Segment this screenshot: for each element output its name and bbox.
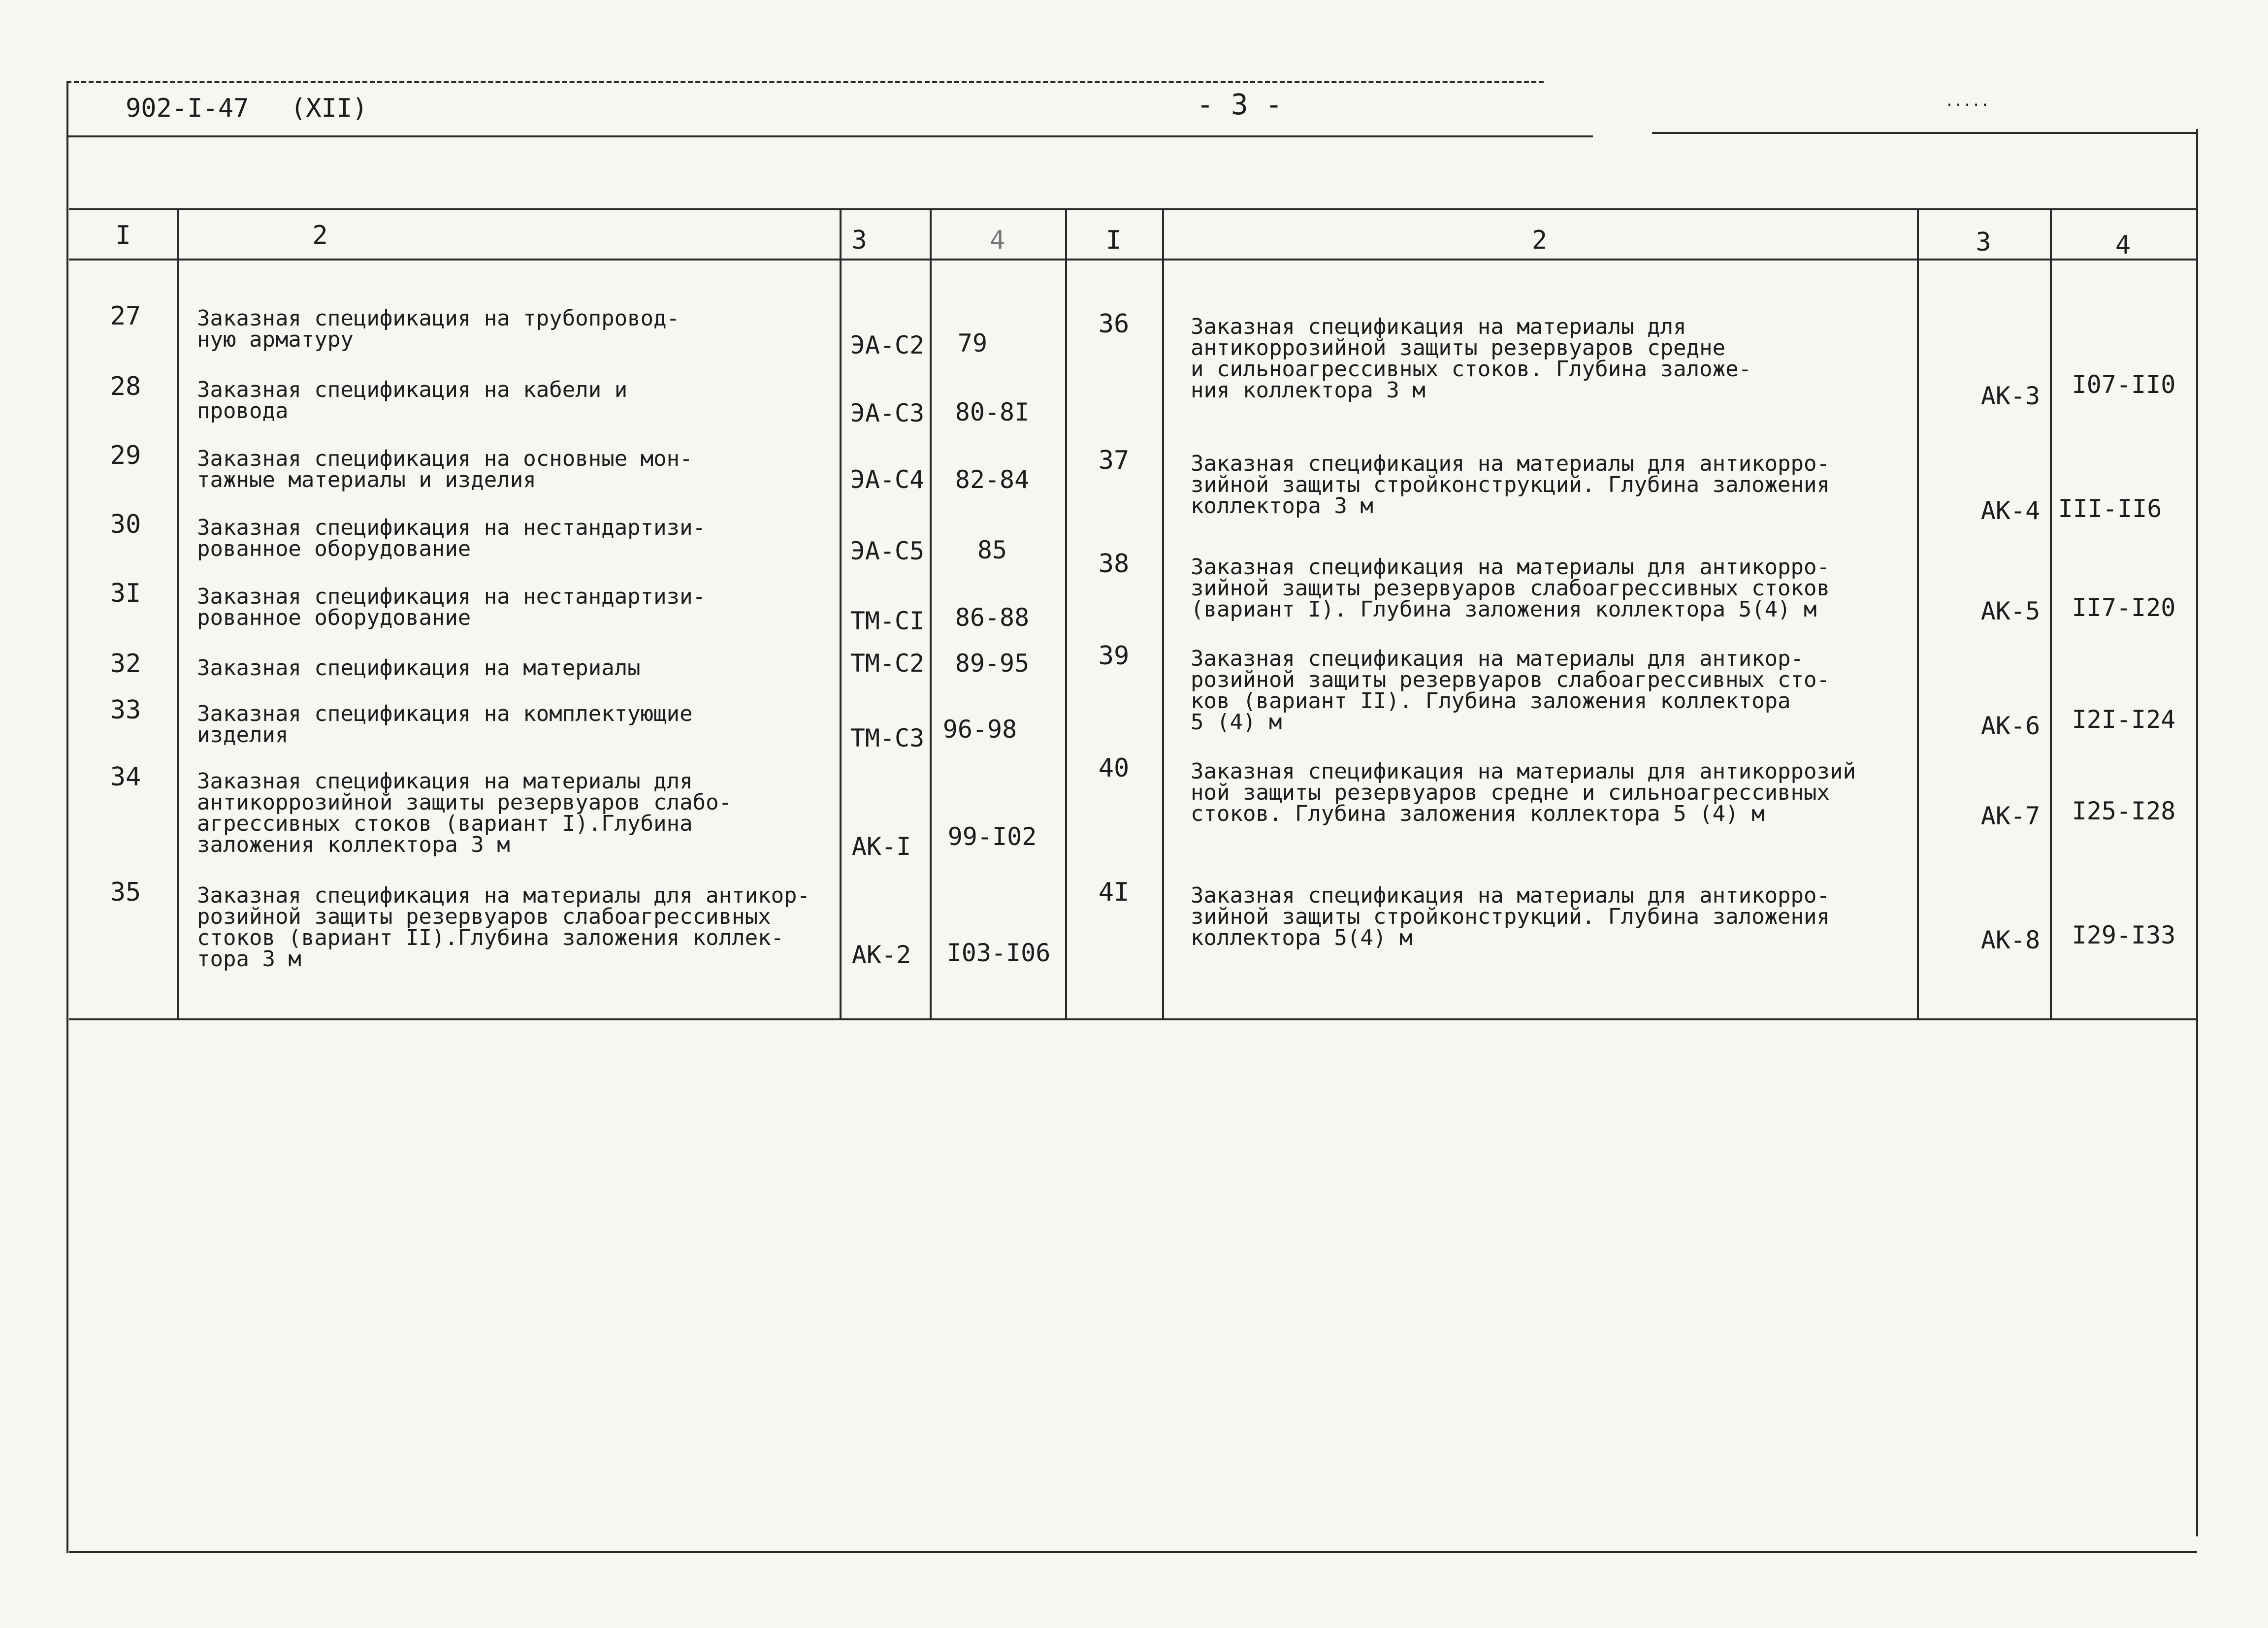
row-number: 35 xyxy=(110,878,141,907)
column-header-rule xyxy=(69,259,2197,260)
row-code: ЭА-С5 xyxy=(850,537,925,565)
frame-left-border xyxy=(66,81,68,1553)
row-description: Заказная спецификация на материалы для антикорро- зийной защиты стройконструкций. Глубина заложения коллектора 3 м xyxy=(1191,451,1830,519)
row-number: 33 xyxy=(110,695,141,725)
row-description: Заказная спецификация на трубопровод- ную арматуру xyxy=(197,306,680,353)
col-sep-left-1 xyxy=(177,209,179,1019)
row-code: АК-8 xyxy=(1980,926,2041,954)
row-code: ТМ-С2 xyxy=(850,649,925,678)
row-number: 29 xyxy=(110,441,141,470)
row-number: 36 xyxy=(1098,309,1130,339)
col-header-right-2: 2 xyxy=(1531,226,1548,255)
row-number: 34 xyxy=(110,762,141,792)
table-bottom-rule xyxy=(69,1018,2197,1020)
row-pages: 85 xyxy=(977,536,1007,564)
row-pages: III-II6 xyxy=(2058,494,2162,523)
row-description: Заказная спецификация на нестандартизи- рованное оборудование xyxy=(197,584,706,631)
row-code: ТМ-СI xyxy=(850,607,925,635)
row-description: Заказная спецификация на материалы для антикоррозийной защиты резервуаров слабо- агрессивных стоков (вариант I).Глубина заложения коллектора 3 м xyxy=(197,769,732,858)
row-code: ЭА-С2 xyxy=(850,331,925,359)
header-rule-right xyxy=(1652,132,2198,134)
row-description: Заказная спецификация на основные мон- тажные материалы и изделия xyxy=(197,446,693,493)
row-code: АК-4 xyxy=(1980,496,2041,525)
row-pages: 89-95 xyxy=(955,649,1030,678)
table-top-rule xyxy=(69,208,2197,210)
col-header-left-3: 3 xyxy=(851,226,867,255)
row-number: 30 xyxy=(110,510,141,539)
row-number: 39 xyxy=(1098,641,1130,671)
row-code: АК-7 xyxy=(1980,802,2041,830)
row-code: АК-6 xyxy=(1980,712,2041,740)
row-pages: 96-98 xyxy=(942,715,1017,744)
row-description: Заказная спецификация на кабели и провода xyxy=(197,377,628,424)
row-pages: I03-I06 xyxy=(946,939,1051,967)
row-code: АК-I xyxy=(851,832,911,861)
page-number: - 3 - xyxy=(1197,88,1283,121)
row-pages: 86-88 xyxy=(955,603,1030,632)
row-number: 37 xyxy=(1098,446,1130,475)
frame-right-border xyxy=(2196,129,2198,1536)
row-number: 40 xyxy=(1098,753,1130,783)
row-description: Заказная спецификация на материалы для антикорро- зийной защиты резервуаров слабоагрессивных стоков (вариант I). Глубина заложения коллектора 5(4) м xyxy=(1191,554,1830,622)
row-code: ТМ-С3 xyxy=(850,724,925,752)
col-header-left-4: 4 xyxy=(989,226,1005,255)
row-pages: I2I-I24 xyxy=(2072,705,2176,734)
row-description: Заказная спецификация на материалы для антикорро- зийной защиты стройконструкций. Глубина заложения коллектора 5(4) м xyxy=(1191,883,1830,951)
col-header-right-4: 4 xyxy=(2115,230,2131,260)
row-pages: 99-I02 xyxy=(947,822,1037,851)
row-code: ЭА-С3 xyxy=(850,399,925,427)
corner-mark: ..... xyxy=(1945,93,1990,110)
row-code: ЭА-С4 xyxy=(850,465,925,494)
row-pages: I25-I28 xyxy=(2072,797,2176,825)
top-dashed-border xyxy=(66,81,1544,83)
row-description: Заказная спецификация на материалы xyxy=(197,655,641,681)
col-header-left-2: 2 xyxy=(312,221,328,250)
row-number: 28 xyxy=(110,372,141,401)
row-pages: 82-84 xyxy=(955,465,1030,494)
row-description: Заказная спецификация на материалы для антикор- розийной защиты резервуаров слабоагрессивных сто- ков (вариант II). Глубина заложения коллектора 5 (4) м xyxy=(1191,646,1830,735)
row-number: 38 xyxy=(1098,549,1130,579)
col-header-right-1: I xyxy=(1105,226,1122,255)
row-description: Заказная спецификация на материалы для антикоррозийной защиты резервуаров средне и сильноагрессивных стоков. Глубина заложе- ния коллектора 3 м xyxy=(1191,314,1752,403)
row-description: Заказная спецификация на комплектующие изделия xyxy=(197,701,693,748)
row-code: АК-2 xyxy=(851,941,911,969)
col-sep-left-2 xyxy=(840,209,842,1019)
row-description: Заказная спецификация на материалы для антикор- розийной защиты резервуаров слабоагрессивных стоков (вариант II).Глубина заложения коллек- тора 3 м xyxy=(197,883,810,972)
part-label: (XII) xyxy=(291,94,368,123)
col-header-left-1: I xyxy=(115,221,131,250)
row-number: 4I xyxy=(1098,878,1130,907)
row-pages: I29-I33 xyxy=(2072,921,2176,949)
row-pages: 80-8I xyxy=(955,398,1030,426)
row-pages: I07-II0 xyxy=(2072,370,2176,399)
row-description: Заказная спецификация на материалы для антикоррозий ной защиты резервуаров средне и сильноагрессивных стоков. Глубина заложения коллектора 5 (4) м xyxy=(1191,759,1856,827)
row-code: АК-5 xyxy=(1980,597,2041,625)
row-code: АК-3 xyxy=(1980,382,2041,410)
row-pages: 79 xyxy=(957,329,988,358)
row-number: 32 xyxy=(110,649,141,679)
row-description: Заказная спецификация на нестандартизи- рованное оборудование xyxy=(197,515,706,562)
col-sep-right-2 xyxy=(1917,209,1919,1019)
row-number: 27 xyxy=(110,301,141,331)
col-header-right-3: 3 xyxy=(1976,228,1991,257)
row-pages: II7-I20 xyxy=(2072,593,2176,622)
row-number: 3I xyxy=(110,579,141,608)
header-rule xyxy=(66,135,1593,137)
doc-code: 902-I-47 xyxy=(126,94,249,123)
frame-bottom-border xyxy=(69,1551,2197,1553)
